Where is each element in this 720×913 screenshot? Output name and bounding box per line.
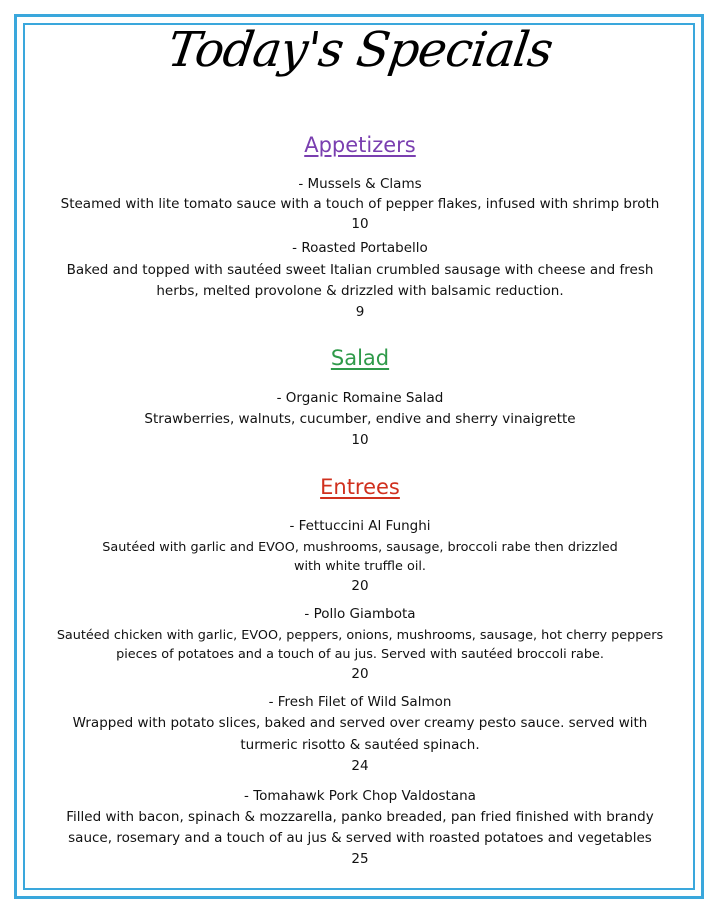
- section-heading-salad: Salad: [330, 346, 390, 370]
- page-title: Today's Specials: [164, 22, 556, 78]
- item-name-roasted-portabello: - Roasted Portabello: [292, 240, 428, 256]
- item-name-organic-romaine-salad: - Organic Romaine Salad: [276, 390, 444, 406]
- section-heading-appetizers: Appetizers: [304, 133, 416, 157]
- item-desc-fettuccini-line1: Sautéed with garlic and EVOO, mushrooms, sausage, broccoli rabe then drizzled: [102, 540, 618, 555]
- item-price-roasted-portabello: 9: [355, 304, 365, 320]
- item-name-fresh-filet-wild-salmon: - Fresh Filet of Wild Salmon: [268, 694, 452, 710]
- item-desc-fettuccini-line2: with white truffle oil.: [293, 559, 427, 574]
- item-name-tomahawk-pork-chop: - Tomahawk Pork Chop Valdostana: [244, 788, 476, 804]
- section-heading-entrees: Entrees: [320, 475, 400, 499]
- item-price-fettuccini-al-funghi: 20: [351, 578, 369, 594]
- item-desc-salmon-line1: Wrapped with potato slices, baked and served over creamy pesto sauce. served with: [72, 715, 648, 731]
- item-price-tomahawk-pork-chop: 25: [351, 851, 369, 867]
- item-desc-mussels-clams: Steamed with lite tomato sauce with a touch of pepper flakes, infused with shrimp broth: [60, 196, 660, 212]
- item-desc-salmon-line2: turmeric risotto & sautéed spinach.: [240, 737, 480, 753]
- item-desc-organic-romaine-salad: Strawberries, walnuts, cucumber, endive and sherry vinaigrette: [144, 411, 576, 427]
- item-desc-pork-chop-line2: sauce, rosemary and a touch of au jus & served with roasted potatoes and vegetables: [68, 830, 652, 846]
- item-name-mussels-clams: - Mussels & Clams: [298, 176, 422, 192]
- item-price-mussels-clams: 10: [351, 216, 369, 232]
- item-price-pollo-giambota: 20: [351, 666, 369, 682]
- item-desc-roasted-portabello-line2: herbs, melted provolone & drizzled with balsamic reduction.: [156, 283, 564, 299]
- item-desc-pork-chop-line1: Filled with bacon, spinach & mozzarella, panko breaded, pan fried finished with brandy: [66, 809, 654, 825]
- item-desc-pollo-giambota-line2: pieces of potatoes and a touch of au jus. Served with sautéed broccoli rabe.: [116, 647, 604, 662]
- item-name-fettuccini-al-funghi: - Fettuccini Al Funghi: [289, 518, 431, 534]
- item-price-fresh-filet-wild-salmon: 24: [351, 758, 369, 774]
- item-desc-pollo-giambota-line1: Sautéed chicken with garlic, EVOO, peppers, onions, mushrooms, sausage, hot cherry peppers: [56, 628, 664, 643]
- item-desc-roasted-portabello-line1: Baked and topped with sautéed sweet Italian crumbled sausage with cheese and fresh: [66, 262, 654, 278]
- item-name-pollo-giambota: - Pollo Giambota: [304, 606, 416, 622]
- item-price-organic-romaine-salad: 10: [351, 432, 369, 448]
